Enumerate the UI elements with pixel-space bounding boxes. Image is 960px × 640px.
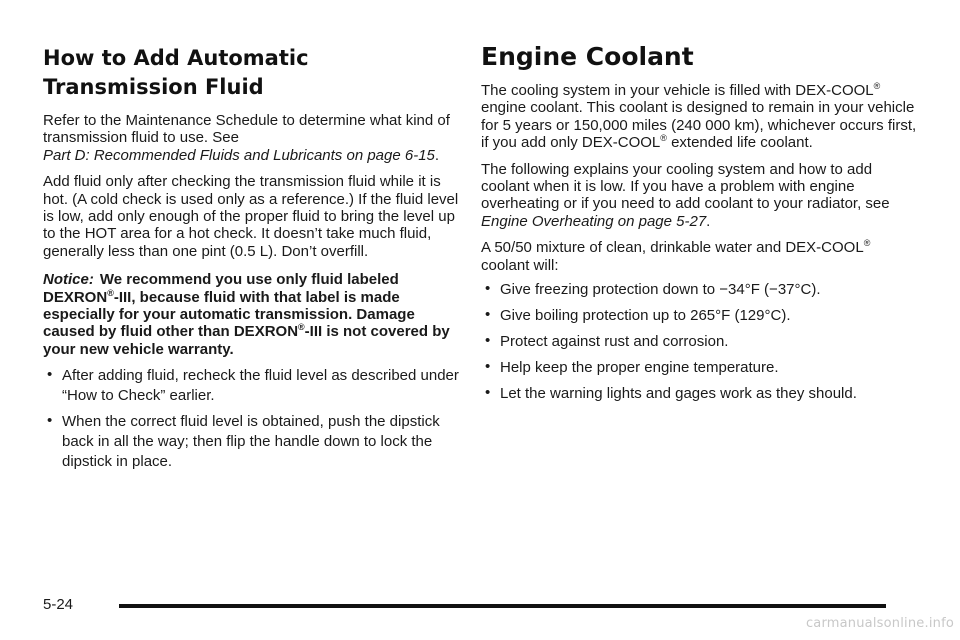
- list-item: [481, 306, 921, 326]
- list-item: [481, 280, 921, 300]
- maintenance-text: Refer to the Maintenance Schedule to determine what kind of transmission fluid to use. See: [43, 112, 450, 147]
- mixture-text-2: coolant will:: [481, 256, 559, 274]
- add-fluid-paragraph: Add fluid only after checking the transmission fluid while it is hot. (A cold check is used only as a reference.) If the fluid level is low, add only enough of the proper fluid to bring the level up to the HOT area for a hot check. It doesn’t take much fluid, generally less than one pint (0.5 L). Don’t overfill.: [43, 173, 459, 260]
- list-item-text: After adding fluid, recheck the fluid level as described under “How to Check” earlier.: [62, 367, 459, 405]
- notice-paragraph: [43, 271, 463, 358]
- registered-mark: ®: [873, 81, 881, 91]
- list-item: [481, 384, 921, 404]
- list-item-text: Help keep the proper engine temperature.: [500, 359, 779, 377]
- left-column: [43, 40, 463, 478]
- mixture-text-1: A 50/50 mixture of clean, drinkable water and DEX-COOL: [481, 239, 864, 257]
- coolant-bullet-list: [481, 280, 921, 404]
- watermark: carmanualsonline.info: [805, 616, 954, 631]
- list-item-text: Give boiling protection up to 265°F (129°C).: [500, 307, 791, 325]
- maintenance-period: .: [434, 146, 440, 164]
- right-column: [481, 40, 921, 410]
- cooling-explanation-paragraph: [481, 161, 921, 231]
- list-item: [481, 358, 921, 378]
- maintenance-paragraph: [43, 112, 463, 164]
- notice-text-2: -III, because fluid with that label is made especially for your automatic transmission. Damage caused by fluid other than DEXRON: [43, 288, 415, 341]
- registered-mark: ®: [107, 287, 114, 298]
- bullet-icon: •: [485, 384, 491, 402]
- transmission-bullet-list: [43, 366, 463, 472]
- explanation-period: .: [706, 212, 711, 230]
- coolant-text-2: engine coolant. This coolant is designed to remain in your vehicle for 5 years or 150,000 miles (240 000 km), whichever occurs first, if you add only DEX-COOL: [481, 99, 917, 152]
- list-item: [43, 366, 463, 406]
- registered-mark: ®: [660, 133, 667, 144]
- bullet-icon: •: [485, 306, 491, 324]
- list-item-text: Protect against rust and corrosion.: [500, 333, 729, 351]
- coolant-text-1: The cooling system in your vehicle is filled with DEX-COOL: [481, 82, 874, 99]
- coolant-text-3: extended life coolant.: [671, 134, 813, 152]
- notice-text-1: We recommend you use only fluid labeled DEXRON: [43, 271, 399, 306]
- transmission-fluid-heading: How to Add Automatic Transmission Fluid: [43, 46, 309, 99]
- registered-mark: ®: [298, 322, 305, 333]
- list-item: [481, 332, 921, 352]
- mixture-paragraph: [481, 239, 921, 274]
- list-item-text: Give freezing protection down to −34°F (−37°C).: [500, 281, 821, 299]
- recommended-fluids-reference[interactable]: Part D: Recommended Fluids and Lubricants on page 6-15: [43, 146, 435, 164]
- bullet-icon: •: [485, 332, 491, 350]
- explanation-text: The following explains your cooling system and how to add coolant when it is low. If you have a problem with engine overheating or if you need to add coolant to your radiator, see: [481, 160, 890, 213]
- list-item: [43, 412, 463, 472]
- bullet-icon: •: [47, 366, 53, 384]
- list-item-text: When the correct fluid level is obtained, push the dipstick back in all the way; then flip the handle down to lock the dipstick in place.: [62, 413, 440, 471]
- notice-text-3: -III is not covered by your new vehicle warranty.: [43, 323, 450, 358]
- bullet-icon: •: [47, 412, 53, 430]
- engine-overheating-reference[interactable]: Engine Overheating on page 5-27: [481, 212, 707, 230]
- page-number: 5-24: [43, 596, 74, 613]
- registered-mark: ®: [863, 238, 871, 249]
- cooling-system-paragraph: [481, 82, 921, 152]
- notice-label: Notice:: [43, 271, 94, 289]
- engine-coolant-heading: Engine Coolant: [481, 42, 694, 71]
- bullet-icon: •: [485, 280, 491, 298]
- list-item-text: Let the warning lights and gages work as they should.: [500, 385, 857, 403]
- footer-rule: [119, 604, 886, 608]
- bullet-icon: •: [485, 358, 491, 376]
